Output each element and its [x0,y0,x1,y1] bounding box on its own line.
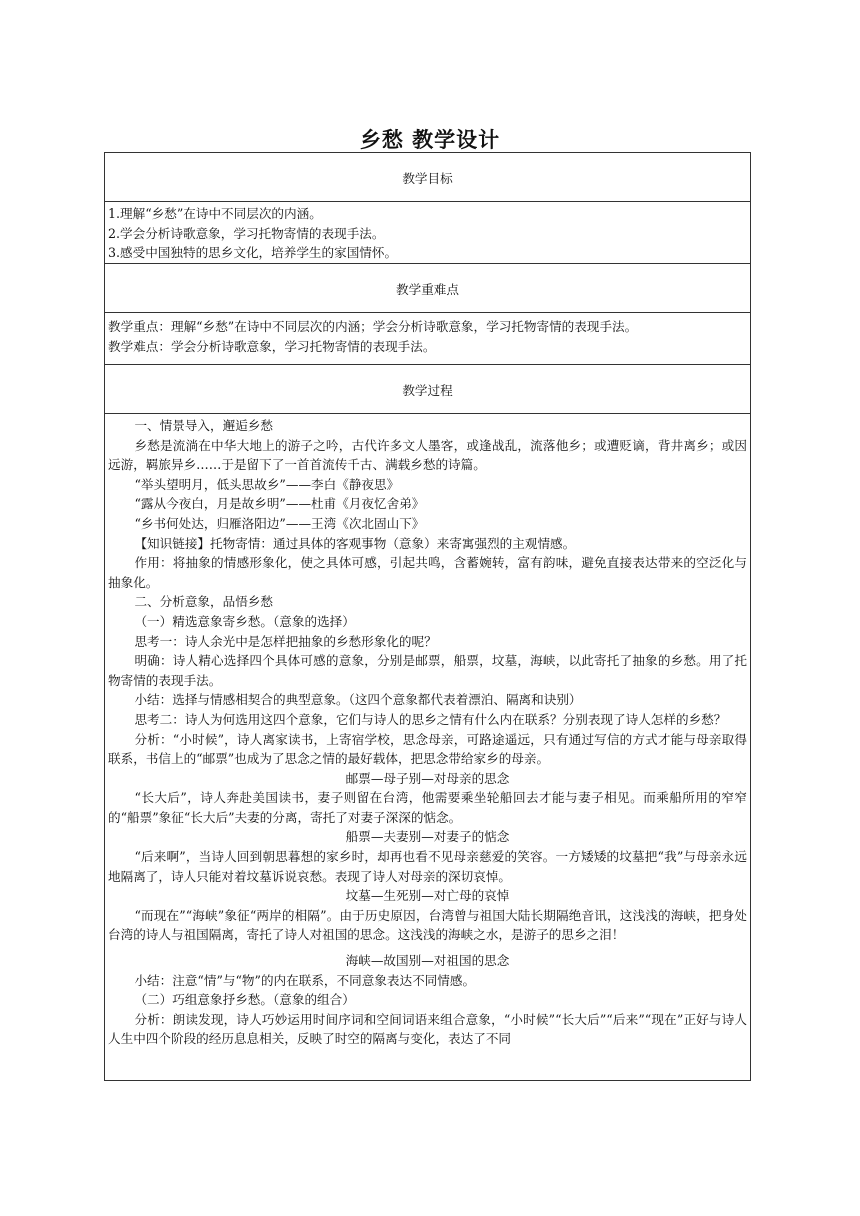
poem-quote: “露从今夜白，月是故乡明”——杜甫《月夜忆舍弟》 [134,496,425,512]
key-points-heading: 教学重难点 [105,264,751,313]
process-section-heading: 二、分析意象，品悟乡愁 [134,594,273,610]
image-summary: 邮票—母子别—对母亲的思念 [345,770,510,786]
process-paragraph: 小结：选择与情感相契合的典型意象。（这四个意象都代表着漂泊、隔离和诀别） [134,692,582,708]
key-point-item: 教学重点：理解“乡愁”在诗中不同层次的内涵；学会分析诗歌意象，学习托物寄情的表现手法。 [108,319,638,334]
key-point-item: 教学难点：学会分析诗歌意象，学习托物寄情的表现手法。 [108,338,436,354]
key-points-content [105,313,751,365]
process-paragraph: 作用：将抽象的情感形象化，使之具体可感，引起共鸣，含蓄婉转，富有韵味，避免直接表达带来的空泛化与抽象化。 [108,555,747,590]
process-paragraph: 思考一：诗人余光中是怎样把抽象的乡愁形象化的呢？ [134,633,437,649]
process-paragraph: “后来啊”，当诗人回到朝思暮想的家乡时，却再也看不见母亲慈爱的笑容。一方矮矮的坟墓把“我”与母亲永远地隔离了，诗人只能对着坟墓诉说哀愁。表现了诗人对母亲的深切哀悼。 [108,849,747,884]
image-summary: 船票—夫妻别—对妻子的惦念 [345,829,510,845]
process-paragraph: 分析：朗读发现，诗人巧妙运用时间序词和空间词语来组合意象，“小时候”“长大后”“后来”“现在”正好与诗人人生中四个阶段的经历息息相关，反映了时空的隔离与变化，表达了不同 [108,1011,747,1047]
goals-content [105,202,751,264]
process-paragraph: 乡愁是流淌在中华大地上的游子之吟，古代许多文人墨客，或逢战乱，流落他乡；或遭贬谪，背井离乡；或因远游，羁旅异乡……于是留下了一首首流传千古、满载乡愁的诗篇。 [108,437,747,473]
process-paragraph: 分析：“小时候”，诗人离家读书，上寄宿学校，思念母亲，可路途遥远，只有通过写信的方式才能与母亲取得联系，书信上的“邮票”也成为了思念之情的最好载体，把思念带给家乡的母亲。 [108,731,747,767]
goals-heading: 教学目标 [105,153,751,202]
process-paragraph: 思考二：诗人为何选用这四个意象，它们与诗人的思乡之情有什么内在联系？分别表现了诗人怎样的乡愁？ [134,711,727,727]
process-paragraph: “长大后”，诗人奔赴美国读书，妻子则留在台湾，他需要乘坐轮船回去才能与妻子相见。而乘船所用的窄窄的“船票”象征“长大后”夫妻的分离，寄托了对妻子深深的惦念。 [108,790,747,825]
process-paragraph: “而现在”“海峡”象征“两岸的相隔”。由于历史原因，台湾曾与祖国大陆长期隔绝音讯，这浅浅的海峡，把身处台湾的诗人与祖国隔离，寄托了诗人对祖国的思念。这浅浅的海峡之水，是游子的思乡之泪！ [108,907,747,943]
document-title: 乡愁 教学设计 [359,128,501,152]
lesson-plan-table [104,152,751,1081]
goal-item: 1.理解“乡愁”在诗中不同层次的内涵。 [108,206,322,221]
process-heading: 教学过程 [105,365,751,414]
goal-item: 2.学会分析诗歌意象，学习托物寄情的表现手法。 [108,225,385,241]
process-content [105,414,751,1081]
process-section-heading: 一、情景导入，邂逅乡愁 [134,418,273,433]
process-subheading: （二）巧组意象抒乡愁。（意象的组合） [134,992,355,1008]
poem-quote: “乡书何处达，归雁洛阳边”——王湾《次北固山下》 [134,515,425,531]
knowledge-link: 【知识链接】托物寄情：通过具体的客观事物（意象）来寄寓强烈的主观情感。 [134,535,576,551]
image-summary: 海峡—故国别—对祖国的思念 [345,953,510,969]
image-summary: 坟墓—生死别—对亡母的哀悼 [345,888,510,904]
process-paragraph: 明确：诗人精心选择四个具体可感的意象，分别是邮票，船票，坟墓，海峡，以此寄托了抽象的乡愁。用了托物寄情的表现手法。 [108,653,747,688]
poem-quote: “举头望明月，低头思故乡”——李白《静夜思》 [134,476,400,492]
process-subheading: （一）精选意象寄乡愁。（意象的选择） [134,613,355,629]
goal-item: 3.感受中国独特的思乡文化，培养学生的家国情怀。 [108,245,398,261]
process-paragraph: 小结：注意“情”与“物”的内在联系，不同意象表达不同情感。 [134,972,476,988]
